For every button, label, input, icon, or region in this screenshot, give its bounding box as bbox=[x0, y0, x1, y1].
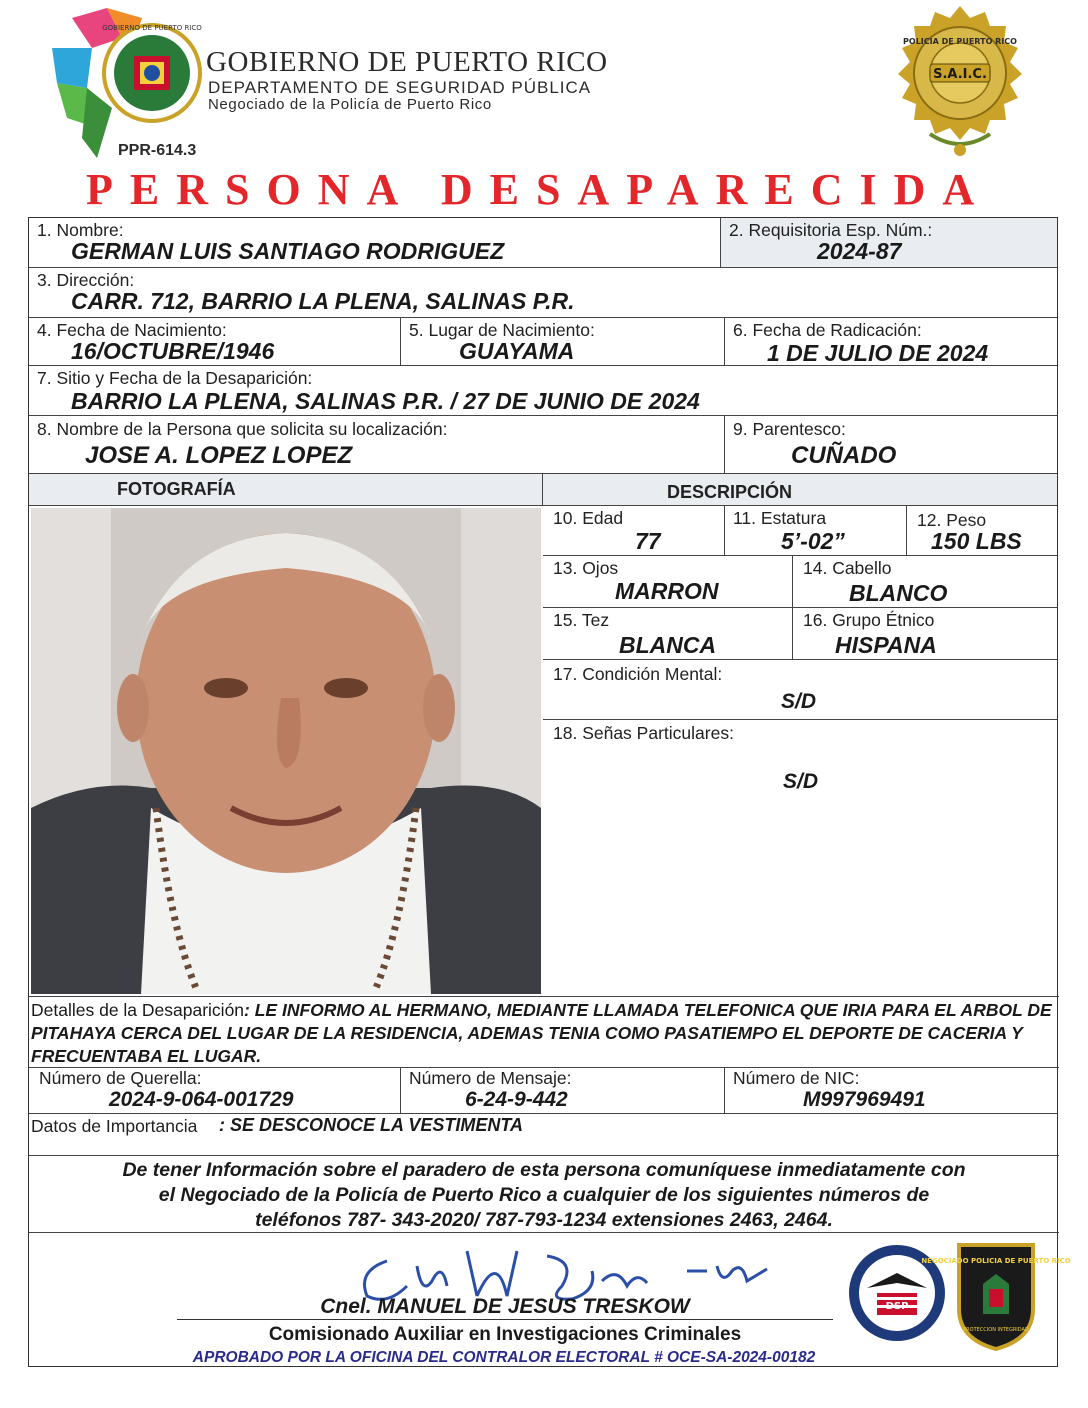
field-age bbox=[543, 506, 725, 556]
field-weight-label: 12. Peso bbox=[917, 510, 987, 530]
field-importance-label: Datos de Importancia bbox=[31, 1116, 198, 1136]
disappearance-details-text bbox=[31, 999, 1055, 1068]
field-relationship-value: CUÑADO bbox=[791, 442, 897, 469]
signature-block bbox=[29, 1233, 1071, 1366]
field-birth-date-value: 16/OCTUBRE/1946 bbox=[71, 338, 275, 364]
field-filing-date bbox=[725, 318, 1057, 366]
disappearance-details bbox=[29, 996, 1059, 1068]
government-logo-icon bbox=[52, 8, 202, 158]
field-requester-value: JOSE A. LOPEZ LOPEZ bbox=[85, 442, 353, 469]
field-disappearance-site bbox=[29, 366, 1057, 416]
field-address-value: CARR. 712, BARRIO LA PLENA, SALINAS P.R. bbox=[71, 288, 575, 314]
form-code: PPR-614.3 bbox=[118, 142, 197, 159]
police-badge-icon bbox=[921, 1239, 1071, 1351]
field-filing-date-label: 6. Fecha de Radicación: bbox=[733, 320, 922, 340]
field-requester-label: 8. Nombre de la Persona que solicita su localización: bbox=[37, 419, 448, 439]
contact-notice-line-3: teléfonos 787- 343-2020/ 787-793-1234 extensiones 2463, 2464. bbox=[255, 1209, 833, 1231]
page-header bbox=[0, 0, 1088, 230]
department-name: DEPARTAMENTO DE SEGURIDAD PÚBLICA bbox=[208, 78, 592, 97]
missing-person-form bbox=[28, 217, 1071, 1367]
field-eyes-value: MARRON bbox=[615, 578, 719, 604]
field-mental-condition-value: S/D bbox=[781, 690, 817, 713]
description-section-title: DESCRIPCIÓN bbox=[667, 482, 793, 502]
dsp-seal-text: DSP bbox=[885, 1301, 909, 1312]
field-ethnic-group-value: HISPANA bbox=[835, 632, 937, 658]
field-address-label: 3. Dirección: bbox=[37, 270, 135, 290]
signatory-name: Cnel. MANUEL DE JESUS TRESKOW bbox=[320, 1295, 690, 1318]
field-complexion-label: 15. Tez bbox=[553, 610, 610, 630]
field-hair bbox=[793, 556, 1057, 608]
signature-line bbox=[177, 1319, 833, 1320]
field-age-value: 77 bbox=[635, 528, 661, 554]
field-birth-place-label: 5. Lugar de Nacimiento: bbox=[409, 320, 595, 340]
field-ethnic-group bbox=[793, 608, 1057, 660]
field-importance bbox=[29, 1114, 1057, 1155]
signatory-title: Comisionado Auxiliar en Investigaciones Criminales bbox=[268, 1324, 742, 1345]
field-nic-number bbox=[725, 1068, 1057, 1114]
field-name bbox=[29, 218, 721, 268]
npr-badge-bottom-text: PROTECCION INTEGRIDAD bbox=[963, 1327, 1029, 1333]
badge-center-text: S.A.I.C. bbox=[933, 67, 987, 82]
field-height-label: 11. Estatura bbox=[733, 508, 827, 528]
field-complexion bbox=[543, 608, 793, 660]
field-birth-date bbox=[29, 318, 401, 366]
field-relationship-label: 9. Parentesco: bbox=[733, 419, 846, 439]
npr-badge-top-text: NEGOCIADO POLICIA DE PUERTO RICO bbox=[921, 1257, 1071, 1265]
bureau-name: Negociado de la Policía de Puerto Rico bbox=[208, 96, 492, 113]
seal-text: GOBIERNO DE PUERTO RICO bbox=[102, 24, 202, 32]
field-hair-label: 14. Cabello bbox=[803, 558, 892, 578]
field-complaint-number-label: Número de Querella: bbox=[39, 1068, 202, 1088]
field-hair-value: BLANCO bbox=[849, 580, 948, 606]
field-ethnic-group-label: 16. Grupo Étnico bbox=[803, 610, 935, 630]
field-nic-number-label: Número de NIC: bbox=[733, 1068, 860, 1088]
main-title: PERSONA DESAPARECIDA bbox=[86, 165, 992, 214]
field-message-number-value: 6-24-9-442 bbox=[465, 1088, 568, 1111]
contact-notice bbox=[29, 1155, 1059, 1233]
badge-top-text: POLICIA DE PUERTO RICO bbox=[903, 37, 1017, 46]
field-birth-place-value: GUAYAMA bbox=[459, 338, 575, 364]
field-requisition bbox=[721, 218, 1057, 268]
field-distinguishing-marks-value: S/D bbox=[783, 770, 819, 793]
government-title: GOBIERNO DE PUERTO RICO bbox=[206, 46, 608, 78]
saic-badge-icon bbox=[890, 4, 1030, 160]
field-distinguishing-marks-label: 18. Señas Particulares: bbox=[553, 723, 734, 743]
approval-note: APROBADO POR LA OFICINA DEL CONTRALOR ELECTORAL # OCE-SA-2024-00182 bbox=[192, 1349, 816, 1366]
contact-notice-line-1: De tener Información sobre el paradero de esta persona comuníquese inmediatamente con bbox=[122, 1159, 966, 1181]
field-weight-value: 150 LBS bbox=[931, 528, 1022, 554]
contact-notice-line-2: el Negociado de la Policía de Puerto Rico a cualquier de los siguientes números de bbox=[158, 1184, 930, 1206]
field-name-label: 1. Nombre: bbox=[37, 220, 124, 240]
field-weight bbox=[907, 506, 1057, 556]
field-importance-value: : SE DESCONOCE LA VESTIMENTA bbox=[219, 1115, 524, 1135]
field-filing-date-value: 1 DE JULIO DE 2024 bbox=[767, 340, 989, 366]
field-address bbox=[29, 268, 1057, 318]
disappearance-details-value: : LE INFORMO AL HERMANO, MEDIANTE LLAMADA TELEFONICA QUE IRIA PARA EL ARBOL DE PITAHAYA CERCA DEL LUGAR DE LA RESIDENCIA, ADEMAS TENIA COMO PASATIEMPO EL DEPORTE DE CACERIA Y FRECUENTABA EL LUGAR. bbox=[31, 1000, 1052, 1066]
missing-person-photo bbox=[31, 508, 541, 994]
field-height bbox=[725, 506, 907, 556]
disappearance-details-label: Detalles de la Desaparición bbox=[31, 1000, 245, 1020]
field-birth-place bbox=[401, 318, 725, 366]
field-complaint-number bbox=[29, 1068, 401, 1114]
field-message-number-label: Número de Mensaje: bbox=[409, 1068, 572, 1088]
field-eyes-label: 13. Ojos bbox=[553, 558, 619, 578]
field-message-number bbox=[401, 1068, 725, 1114]
field-distinguishing-marks bbox=[543, 720, 1057, 996]
description-section-header bbox=[543, 474, 1057, 506]
photo-section-header bbox=[29, 474, 543, 506]
field-eyes bbox=[543, 556, 793, 608]
field-age-label: 10. Edad bbox=[553, 508, 624, 528]
field-nic-number-value: M997969491 bbox=[803, 1088, 926, 1111]
field-birth-date-label: 4. Fecha de Nacimiento: bbox=[37, 320, 227, 340]
field-name-value: GERMAN LUIS SANTIAGO RODRIGUEZ bbox=[71, 238, 505, 264]
field-height-value: 5’-02” bbox=[781, 528, 845, 554]
photo-section-title: FOTOGRAFÍA bbox=[117, 479, 236, 499]
field-relationship bbox=[725, 416, 1057, 474]
field-requisition-label: 2. Requisitoria Esp. Núm.: bbox=[729, 220, 933, 240]
field-mental-condition-label: 17. Condición Mental: bbox=[553, 664, 723, 684]
field-complaint-number-value: 2024-9-064-001729 bbox=[109, 1088, 294, 1111]
field-mental-condition bbox=[543, 660, 1057, 720]
field-complexion-value: BLANCA bbox=[619, 632, 717, 658]
field-disappearance-site-label: 7. Sitio y Fecha de la Desaparición: bbox=[37, 368, 313, 388]
field-requester bbox=[29, 416, 725, 474]
field-disappearance-site-value: BARRIO LA PLENA, SALINAS P.R. / 27 DE JUNIO DE 2024 bbox=[71, 388, 700, 414]
field-requisition-value: 2024-87 bbox=[817, 238, 902, 264]
